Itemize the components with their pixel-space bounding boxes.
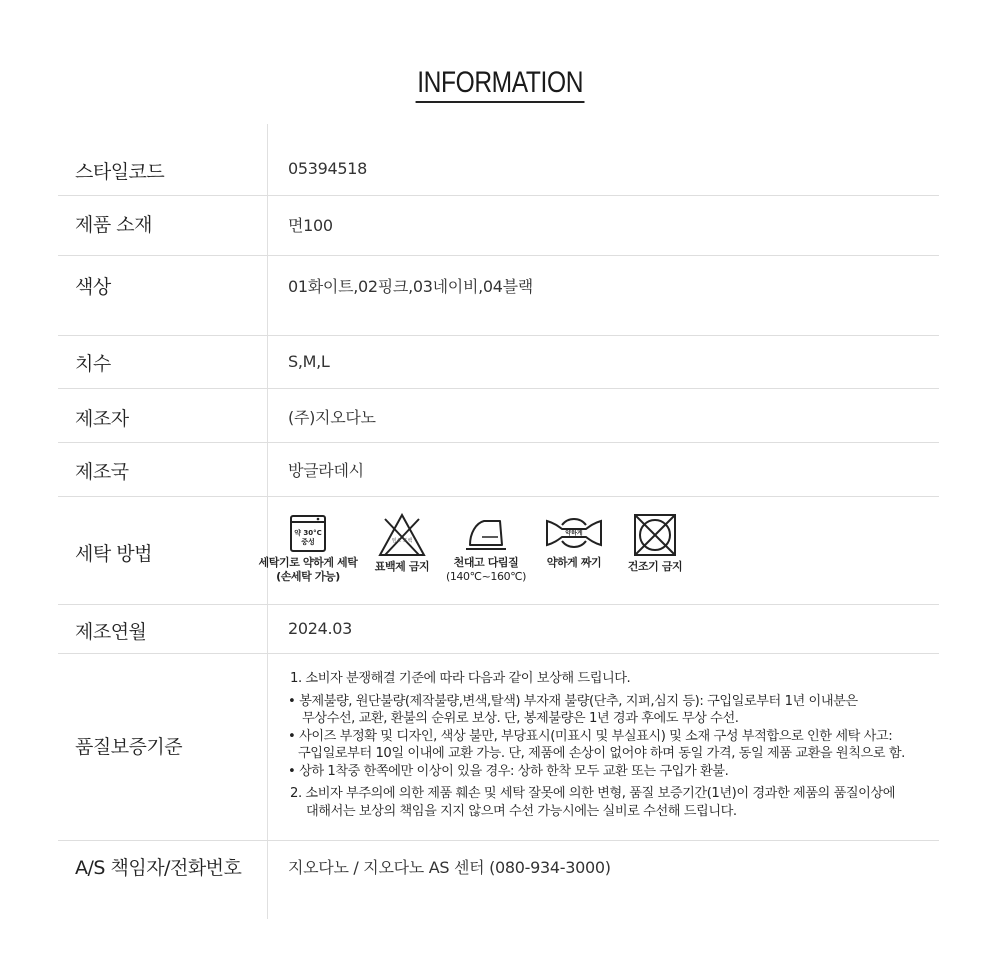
quality-bullet-2-line-1: • 사이즈 부정확 및 디자인, 색상 불만, 부당표시(미표시 및 부실표시) 및 소재 구성 부적합으로 인한 세탁 사고: [288,728,893,744]
care-label-handwash-2: (손세탁 가능) [276,570,340,583]
value-manufacture-date: 2024.03 [288,619,353,638]
info-title-wrap [0,66,1000,103]
value-size: S,M,L [288,352,330,371]
quality-bullet-1-line-2: 무상수선, 교환, 환불의 순위로 보상. 단, 봉제불량은 1년 경과 후에도 무상 수선. [302,711,739,726]
quality-text [288,670,905,820]
label-manufacturer: 제조자 [75,408,129,430]
row-size [58,336,939,389]
value-country: 방글라데시 [288,461,364,480]
care-item-no-tumble [595,513,715,574]
care-label-handwash-1: 세탁기로 약하게 세탁 [258,556,358,569]
label-washing: 세탁 방법 [75,543,152,565]
quality-item-2-line-1: 2. 소비자 부주의에 의한 제품 훼손 및 세탁 잘못에 의한 변형, 품질 보증기간(1년)이 경과한 제품의 품질이상에 [290,786,896,801]
value-color: 01화이트,02핑크,03네이비,04블랙 [288,277,533,296]
quality-bullet-2-line-2: 구입일로부터 10일 이내에 교환 가능. 단, 제품에 손상이 없어야 하며 동일 가격, 동일 제품 교환을 원칙으로 함. [298,746,905,761]
handwash-30-icon [288,513,328,553]
handwash-temp-text: 약 30°C [294,529,322,537]
care-label-iron-1: 천대고 다림질 [453,556,519,569]
label-quality: 품질보증기준 [75,736,183,758]
care-label-gentle-wring: 약하게 짜기 [546,556,602,569]
care-label-no-bleach: 표백제 금지 [374,560,430,573]
value-material: 면100 [288,216,333,235]
label-size: 치수 [75,353,111,375]
label-manufacture-date: 제조연월 [75,621,147,643]
quality-bullet-3: • 상하 1착중 한쪽에만 이상이 있을 경우: 상하 한착 모두 교환 또는 구입가 환불. [288,763,729,779]
label-country: 제조국 [75,461,129,483]
label-color: 색상 [75,276,111,298]
care-label-no-tumble: 건조기 금지 [627,560,683,573]
gentle-wring-text: 약하게 [565,530,583,537]
value-manufacturer: (주)지오다노 [288,408,376,427]
page-title: INFORMATION [415,66,584,103]
label-as-contact: A/S 책임자/전화번호 [75,857,242,879]
label-material: 제품 소재 [75,214,152,236]
quality-item-2-line-2: 대해서는 보상의 책임을 지지 않으며 수선 가능시에는 실비로 수선해 드립니다. [306,803,737,819]
iron-icon [462,513,510,553]
row-as-contact [58,841,939,901]
no-tumble-dry-icon [633,513,677,557]
row-country [58,443,939,497]
value-as-contact: 지오다노 / 지오다노 AS 센터 (080-934-3000) [288,858,611,877]
value-style-code: 05394518 [288,159,368,178]
row-style-code [58,143,939,196]
row-manufacture-date [58,605,939,654]
row-color [58,256,939,336]
care-label-iron-2: (140℃~160℃) [445,570,527,583]
handwash-detergent-text: 중성 [301,538,315,546]
row-washing [58,497,939,605]
no-bleach-icon [377,513,427,557]
row-manufacturer [58,389,939,443]
row-material [58,196,939,256]
quality-bullet-1-line-1: • 봉제불량, 원단불량(제작불량,변색,탈색) 부자재 불량(단추, 지퍼,심지 등): 구입일로부터 1년 이내분은 [288,693,858,709]
row-quality [58,654,939,841]
no-bleach-tri-text: 염소 표백 [391,538,413,544]
quality-item-1: 1. 소비자 분쟁해결 기준에 따라 다음과 같이 보상해 드립니다. [290,671,631,686]
label-style-code: 스타일코드 [75,161,165,183]
